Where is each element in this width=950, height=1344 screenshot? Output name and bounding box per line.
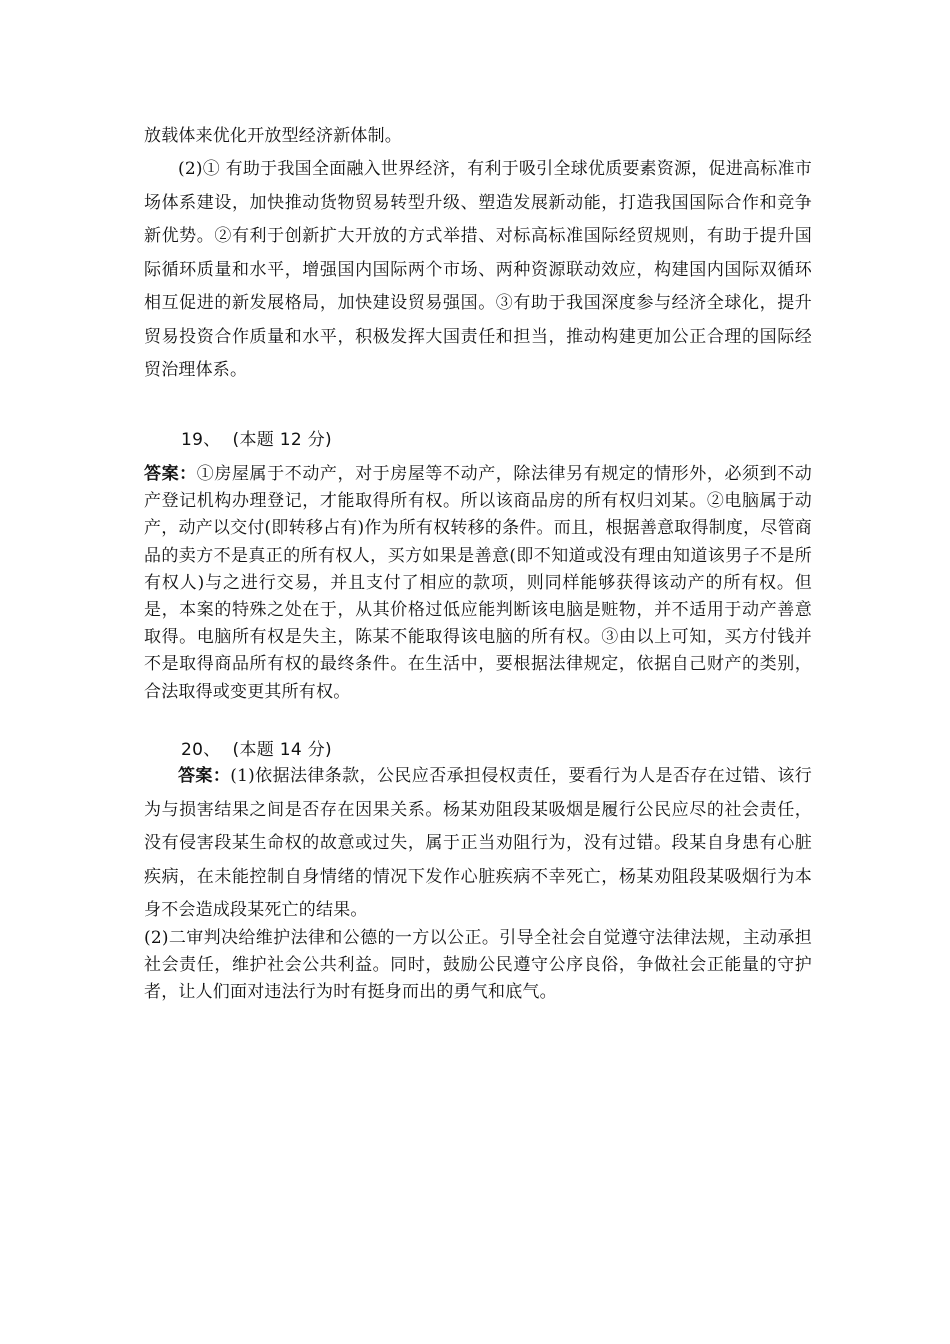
q18-answer-part2: (2)① 有助于我国全面融入世界经济，有利于吸引全球优质要素资源，促进高标准市场体系建设，加快推动货物贸易转型升级、塑造发展新动能，打造我国国际合作和竞争新优势。②有利于创新扩大开放的方式举措、对标高标准国际经贸规则，有助于提升国际循环质量和水平，增强国内国际两个市场、两种资源联动效应，构建国内国际双循环相互促进的新发展格局，加快建设贸易强国。③有助于我国深度参与经济全球化，提升贸易投资合作质量和水平，积极发挥大国责任和担当，推动构建更加公正合理的国际经贸治理体系。: [144, 159, 812, 380]
q20-number: 20、: [181, 740, 221, 760]
q19-number: 19、: [181, 430, 221, 450]
q20-answer-part1: [144, 760, 812, 928]
q20-answer-part2: (2)二审判决给维护法律和公德的一方以公正。引导全社会自觉遵守法律法规，主动承担社会责任，维护社会公共利益。同时，鼓励公民遵守公序良俗，争做社会正能量的守护者，让人们面对违法行为时有挺身而出的勇气和底气。: [144, 928, 812, 1003]
q19-heading: [181, 425, 332, 450]
q18-continuation: 放载体来优化开放型经济新体制。: [144, 126, 402, 146]
q20-answer-label: 答案：: [178, 766, 231, 786]
q19-answer-label: 答案：: [144, 464, 197, 484]
q20-heading: [181, 735, 332, 760]
q19-answer-text: ①房屋属于不动产，对于房屋等不动产，除法律另有规定的情形外，必须到不动产登记机构办理登记，才能取得所有权。所以该商品房的所有权归刘某。②电脑属于动产，动产以交付(即转移占有)作为所有权转移的条件。而且，根据善意取得制度，尽管商品的卖方不是真正的所有权人，买方如果是善意(即不知道或没有理由知道该男子不是所有权人)与之进行交易，并且支付了相应的款项，则同样能够获得该动产的所有权。但是，本案的特殊之处在于，从其价格过低应能判断该电脑是赃物，并不适用于动产善意取得。电脑所有权是失主，陈某不能取得该电脑的所有权。③由以上可知，买方付钱并不是取得商品所有权的最终条件。在生活中，要根据法律规定，依据自己财产的类别，合法取得或变更其所有权。: [144, 464, 813, 702]
q20-answer-part1-text: (1)依据法律条款，公民应否承担侵权责任，要看行为人是否存在过错、该行为与损害结果之间是否存在因果关系。杨某劝阻段某吸烟是履行公民应尽的社会责任，没有侵害段某生命权的故意或过失，属于正当劝阻行为，没有过错。段某自身患有心脏疾病，在未能控制自身情绪的情况下发作心脏疾病不幸死亡，杨某劝阻段某吸烟行为本身不会造成段某死亡的结果。: [144, 766, 812, 920]
q19-answer: [144, 461, 812, 706]
q20-points: (本题 14 分): [232, 740, 332, 760]
q19-points: (本题 12 分): [232, 430, 332, 450]
